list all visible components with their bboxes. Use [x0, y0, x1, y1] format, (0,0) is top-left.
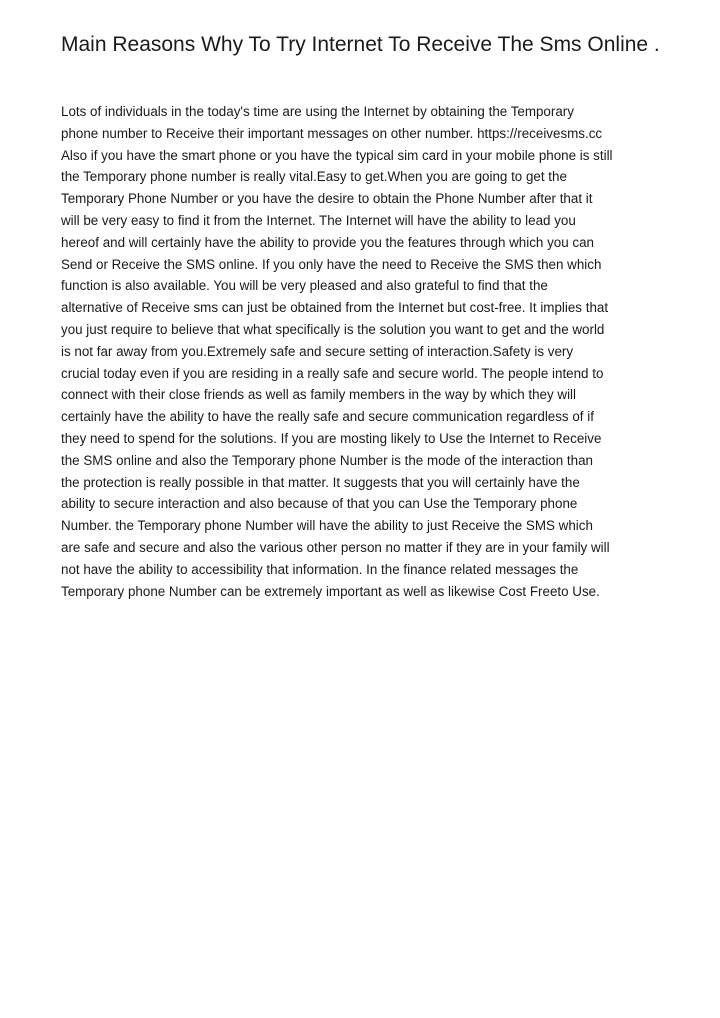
document-title: Main Reasons Why To Try Internet To Receive The Sms Online .	[61, 33, 660, 56]
body-line: Number. the Temporary phone Number will have the ability to just Receive the SMS which	[61, 518, 593, 534]
body-line: they need to spend for the solutions. If you are mosting likely to Use the Internet to Receive	[61, 430, 602, 446]
body-line: Lots of individuals in the today's time are using the Internet by obtaining the Temporary	[61, 104, 574, 119]
body-line: function is also available. You will be very pleased and also grateful to find that the	[61, 278, 548, 294]
body-line: crucial today even if you are residing in a really safe and secure world. The people intend to	[61, 365, 604, 381]
body-line: certainly have the ability to have the really safe and secure communication regardless of if	[61, 409, 594, 425]
body-line: not have the ability to accessibility that information. In the finance related messages the	[61, 561, 579, 577]
body-line: phone number to Receive their important messages on other number. https://receivesms.cc	[61, 125, 603, 141]
body-line: is not far away from you.Extremely safe and secure setting of interaction.Safety is very	[61, 343, 574, 359]
body-line: hereof and will certainly have the ability to provide you the features through which you can	[61, 234, 594, 250]
body-line: the SMS online and also the Temporary phone Number is the mode of the interaction than	[61, 452, 593, 468]
body-line: are safe and secure and also the various other person no matter if they are in your family will	[61, 539, 610, 555]
body-line: connect with their close friends as well as family members in the way by which they will	[61, 387, 576, 403]
body-line: the Temporary phone number is really vital.Easy to get.When you are going to get the	[61, 169, 567, 185]
body-line: you just require to believe that what specifically is the solution you want to get and the world	[61, 321, 605, 337]
body-line: will be very easy to find it from the Internet. The Internet will have the ability to lead you	[61, 212, 576, 228]
body-line: Send or Receive the SMS online. If you only have the need to Receive the SMS then which	[61, 256, 602, 272]
body-line: the protection is really possible in that matter. It suggests that you will certainly have the	[61, 474, 580, 490]
body-line: alternative of Receive sms can just be obtained from the Internet but cost-free. It implies that	[61, 300, 609, 316]
body-line: Also if you have the smart phone or you have the typical sim card in your mobile phone is still	[61, 147, 613, 163]
body-line: Temporary Phone Number or you have the desire to obtain the Phone Number after that it	[61, 191, 593, 207]
document-body	[61, 101, 671, 602]
body-line: Temporary phone Number can be extremely important as well as likewise Cost Freeto Use.	[61, 583, 600, 599]
body-line: ability to secure interaction and also because of that you can Use the Temporary phone	[61, 496, 578, 512]
